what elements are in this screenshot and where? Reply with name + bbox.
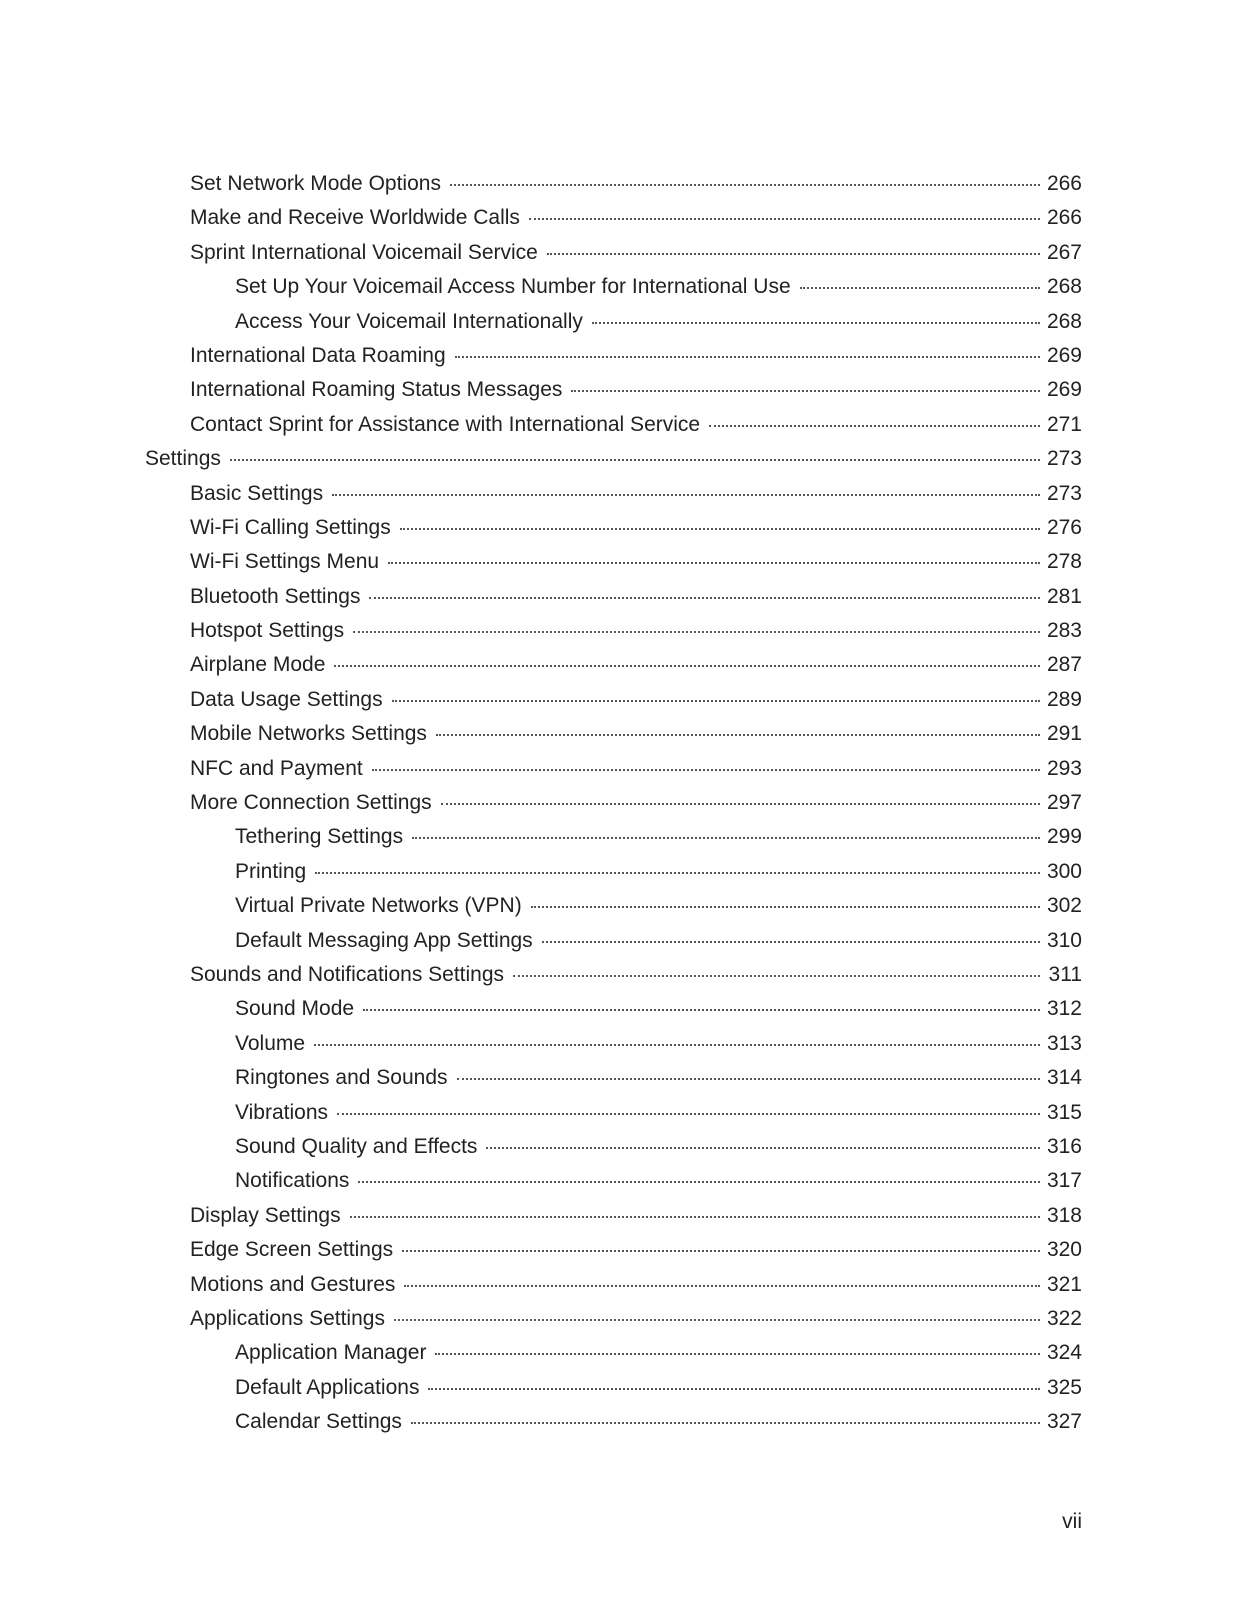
- toc-entry[interactable]: [0, 752, 1082, 786]
- toc-entry[interactable]: [0, 683, 1082, 717]
- toc-entry[interactable]: [0, 1268, 1082, 1302]
- toc-entry[interactable]: [0, 373, 1082, 407]
- toc-dot-leader: [394, 1319, 1040, 1321]
- toc-dot-leader: [542, 941, 1040, 943]
- toc-entry-label: Make and Receive Worldwide Calls: [190, 206, 520, 230]
- toc-entry-page-number: 300: [1046, 859, 1082, 883]
- toc-entry-label: Settings: [145, 447, 221, 471]
- toc-dot-leader: [363, 1009, 1040, 1011]
- toc-entry[interactable]: [0, 477, 1082, 511]
- table-of-contents: [0, 167, 1237, 1439]
- toc-dot-leader: [230, 459, 1040, 461]
- toc-entry-page-number: 271: [1046, 412, 1082, 436]
- toc-entry-label: Airplane Mode: [190, 653, 326, 677]
- toc-dot-leader: [337, 1113, 1040, 1115]
- toc-dot-leader: [315, 872, 1040, 874]
- toc-entry-page-number: 322: [1046, 1306, 1082, 1330]
- toc-dot-leader: [435, 1353, 1040, 1355]
- toc-entry-label: Wi-Fi Calling Settings: [190, 515, 391, 539]
- toc-entry[interactable]: [0, 1405, 1082, 1439]
- toc-entry-label: Contact Sprint for Assistance with International Service: [190, 412, 701, 436]
- toc-entry-page-number: 297: [1046, 791, 1082, 815]
- toc-entry[interactable]: [0, 545, 1082, 579]
- toc-entry-label: Printing: [235, 859, 307, 883]
- toc-entry-label: Bluetooth Settings: [190, 584, 361, 608]
- toc-entry-label: Default Applications: [235, 1375, 420, 1399]
- toc-dot-leader: [513, 975, 1040, 977]
- toc-entry-page-number: 316: [1046, 1134, 1082, 1158]
- toc-dot-leader: [441, 803, 1040, 805]
- toc-entry-label: Default Messaging App Settings: [235, 928, 533, 952]
- toc-entry-page-number: 289: [1046, 687, 1082, 711]
- toc-entry[interactable]: [0, 717, 1082, 751]
- toc-entry-label: Sprint International Voicemail Service: [190, 240, 538, 264]
- toc-entry[interactable]: [0, 1027, 1082, 1061]
- toc-entry[interactable]: [0, 236, 1082, 270]
- toc-entry-label: Access Your Voicemail Internationally: [235, 309, 583, 333]
- toc-entry-page-number: 281: [1046, 584, 1082, 608]
- toc-entry-label: International Roaming Status Messages: [190, 378, 563, 402]
- toc-entry[interactable]: [0, 305, 1082, 339]
- toc-dot-leader: [402, 1250, 1040, 1252]
- toc-entry-page-number: 317: [1046, 1169, 1082, 1193]
- toc-entry-page-number: 320: [1046, 1238, 1082, 1262]
- toc-entry-label: NFC and Payment: [190, 756, 363, 780]
- toc-entry-label: Applications Settings: [190, 1306, 385, 1330]
- toc-entry[interactable]: [0, 924, 1082, 958]
- toc-dot-leader: [314, 1044, 1040, 1046]
- toc-entry[interactable]: [0, 1164, 1082, 1198]
- toc-entry-page-number: 325: [1046, 1375, 1082, 1399]
- toc-entry[interactable]: [0, 1371, 1082, 1405]
- toc-dot-leader: [334, 665, 1040, 667]
- toc-dot-leader: [358, 1181, 1040, 1183]
- toc-entry-page-number: 267: [1046, 240, 1082, 264]
- toc-entry-label: Sound Mode: [235, 997, 355, 1021]
- toc-entry-page-number: 278: [1046, 550, 1082, 574]
- toc-entry-label: Motions and Gestures: [190, 1272, 396, 1296]
- toc-dot-leader: [571, 390, 1040, 392]
- toc-entry-label: Application Manager: [235, 1341, 427, 1365]
- toc-dot-leader: [531, 906, 1040, 908]
- toc-entry-page-number: 327: [1046, 1410, 1082, 1434]
- toc-dot-leader: [529, 218, 1040, 220]
- toc-entry-label: Edge Screen Settings: [190, 1238, 394, 1262]
- toc-entry[interactable]: [0, 442, 1082, 476]
- toc-entry[interactable]: [0, 580, 1082, 614]
- toc-dot-leader: [353, 631, 1040, 633]
- toc-entry-page-number: 313: [1046, 1031, 1082, 1055]
- toc-entry[interactable]: [0, 855, 1082, 889]
- toc-dot-leader: [455, 356, 1040, 358]
- toc-entry-label: Ringtones and Sounds: [235, 1066, 448, 1090]
- toc-entry-label: Set Up Your Voicemail Access Number for International Use: [235, 275, 791, 299]
- toc-entry-page-number: 273: [1046, 447, 1082, 471]
- toc-entry-label: Sounds and Notifications Settings: [190, 962, 505, 986]
- toc-dot-leader: [400, 528, 1040, 530]
- toc-entry-page-number: 266: [1046, 172, 1082, 195]
- toc-entry-page-number: 299: [1046, 825, 1082, 849]
- toc-entry[interactable]: [0, 1061, 1082, 1095]
- toc-entry-page-number: 269: [1046, 343, 1082, 367]
- toc-entry[interactable]: [0, 992, 1082, 1026]
- toc-entry[interactable]: [0, 408, 1082, 442]
- toc-dot-leader: [450, 184, 1040, 186]
- toc-entry[interactable]: [0, 1336, 1082, 1370]
- toc-entry-page-number: 318: [1046, 1203, 1082, 1227]
- toc-entry-label: Vibrations: [235, 1100, 329, 1124]
- toc-entry-page-number: 291: [1046, 722, 1082, 746]
- toc-entry[interactable]: [0, 889, 1082, 923]
- toc-dot-leader: [800, 287, 1040, 289]
- toc-entry-page-number: 283: [1046, 619, 1082, 643]
- toc-entry-page-number: 276: [1046, 515, 1082, 539]
- toc-dot-leader: [392, 700, 1040, 702]
- toc-dot-leader: [547, 253, 1040, 255]
- toc-entry[interactable]: [0, 1199, 1082, 1233]
- toc-entry-page-number: 273: [1046, 481, 1082, 505]
- toc-entry[interactable]: [0, 614, 1082, 648]
- toc-entry-label: Mobile Networks Settings: [190, 722, 427, 746]
- toc-entry-page-number: 314: [1046, 1066, 1082, 1090]
- toc-entry-page-number: 287: [1046, 653, 1082, 677]
- toc-entry[interactable]: [0, 648, 1082, 682]
- toc-entry-page-number: 293: [1046, 756, 1082, 780]
- toc-entry-page-number: 310: [1046, 928, 1082, 952]
- toc-dot-leader: [412, 837, 1040, 839]
- toc-entry[interactable]: [0, 201, 1082, 235]
- toc-entry-label: Set Network Mode Options: [190, 172, 441, 195]
- toc-entry-label: Tethering Settings: [235, 825, 404, 849]
- toc-entry-page-number: 315: [1046, 1100, 1082, 1124]
- toc-entry[interactable]: [0, 339, 1082, 373]
- toc-entry-page-number: 321: [1046, 1272, 1082, 1296]
- toc-entry-label: Virtual Private Networks (VPN): [235, 894, 522, 918]
- toc-dot-leader: [486, 1147, 1040, 1149]
- toc-entry[interactable]: [0, 270, 1082, 304]
- toc-entry-label: Notifications: [235, 1169, 350, 1193]
- toc-entry[interactable]: [0, 511, 1082, 545]
- toc-entry-label: More Connection Settings: [190, 791, 432, 815]
- toc-entry-label: Sound Quality and Effects: [235, 1134, 478, 1158]
- toc-entry-label: Display Settings: [190, 1203, 341, 1227]
- toc-dot-leader: [592, 322, 1040, 324]
- toc-entry-label: Wi-Fi Settings Menu: [190, 550, 380, 574]
- toc-entry-page-number: 268: [1046, 275, 1082, 299]
- toc-dot-leader: [332, 494, 1040, 496]
- toc-entry-label: Hotspot Settings: [190, 619, 345, 643]
- toc-entry-page-number: 266: [1046, 206, 1082, 230]
- toc-entry[interactable]: [0, 167, 1082, 201]
- toc-dot-leader: [372, 769, 1040, 771]
- toc-entry-page-number: 312: [1046, 997, 1082, 1021]
- toc-dot-leader: [709, 425, 1040, 427]
- page-number: vii: [1062, 1510, 1082, 1533]
- toc-entry-page-number: 268: [1046, 309, 1082, 333]
- toc-entry[interactable]: [0, 1130, 1082, 1164]
- toc-dot-leader: [428, 1388, 1040, 1390]
- toc-entry[interactable]: [0, 1302, 1082, 1336]
- toc-entry[interactable]: [0, 820, 1082, 854]
- toc-entry-label: Basic Settings: [190, 481, 324, 505]
- toc-dot-leader: [457, 1078, 1041, 1080]
- toc-entry[interactable]: [0, 1233, 1082, 1267]
- toc-dot-leader: [369, 597, 1040, 599]
- toc-entry[interactable]: [0, 1096, 1082, 1130]
- toc-entry[interactable]: [0, 786, 1082, 820]
- toc-entry-page-number: 302: [1046, 894, 1082, 918]
- toc-entry-page-number: 269: [1046, 378, 1082, 402]
- toc-entry-label: International Data Roaming: [190, 343, 446, 367]
- toc-dot-leader: [388, 562, 1040, 564]
- toc-entry[interactable]: [0, 958, 1082, 992]
- toc-dot-leader: [350, 1216, 1040, 1218]
- toc-dot-leader: [404, 1285, 1040, 1287]
- toc-dot-leader: [411, 1422, 1040, 1424]
- toc-entry-page-number: 324: [1046, 1341, 1082, 1365]
- toc-entry-label: Volume: [235, 1031, 306, 1055]
- toc-entry-page-number: 311: [1048, 962, 1082, 986]
- toc-entry-label: Data Usage Settings: [190, 687, 383, 711]
- toc-dot-leader: [436, 734, 1040, 736]
- toc-entry-label: Calendar Settings: [235, 1410, 402, 1434]
